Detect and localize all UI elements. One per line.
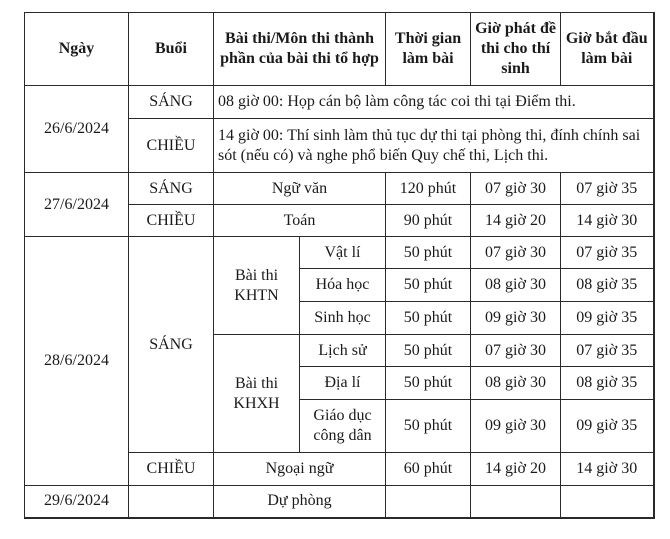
header-gio-phat-de: Giờ phát đề thi cho thí sinh [471,13,561,86]
subject-cell: Toán [214,205,386,237]
subject-cell: Vật lí [300,237,386,269]
subject-cell: Hóa học [300,269,386,302]
distribute-time-cell: 08 giờ 30 [471,367,561,400]
session-cell: SÁNG [129,237,214,453]
start-time-cell: 08 giờ 35 [561,367,654,400]
duration-cell: 50 phút [386,335,471,367]
session-cell: CHIỀU [129,119,214,173]
table-row [25,486,654,518]
distribute-time-cell: 09 giờ 30 [471,400,561,453]
duration-cell: 50 phút [386,302,471,335]
duration-cell: 50 phút [386,367,471,400]
header-ngay: Ngày [25,13,129,86]
subject-cell: Địa lí [300,367,386,400]
session-cell: SÁNG [129,173,214,205]
distribute-time-cell: 09 giờ 30 [471,302,561,335]
subject-cell: Giáo dục công dân [300,400,386,453]
table-row [25,86,654,119]
header-buoi: Buổi [129,13,214,86]
duration-cell: 50 phút [386,237,471,269]
subject-cell: Dự phòng [214,486,386,518]
session-cell: CHIỀU [129,205,214,237]
start-time-cell: 07 giờ 35 [561,173,654,205]
distribute-time-cell: 07 giờ 30 [471,335,561,367]
subject-cell: Ngoại ngữ [214,453,386,486]
duration-cell: 60 phút [386,453,471,486]
duration-cell [386,486,471,518]
session-cell: CHIỀU [129,453,214,486]
header-thoi-gian: Thời gian làm bài [386,13,471,86]
subject-cell: Ngữ văn [214,173,386,205]
date-cell: 26/6/2024 [25,86,129,173]
start-time-cell: 14 giờ 30 [561,453,654,486]
note-cell: 14 giờ 00: Thí sinh làm thủ tục dự thi tại phòng thi, đính chính sai sót (nếu có) và nghe phổ biến Quy chế thi, Lịch thi. [214,119,654,173]
distribute-time-cell [471,486,561,518]
distribute-time-cell: 07 giờ 30 [471,173,561,205]
date-cell: 28/6/2024 [25,237,129,486]
group-cell: Bài thi KHTN [214,237,300,335]
start-time-cell: 14 giờ 30 [561,205,654,237]
group-cell: Bài thi KHXH [214,335,300,453]
subject-cell: Lịch sử [300,335,386,367]
session-cell [129,486,214,518]
distribute-time-cell: 14 giờ 20 [471,205,561,237]
table-row [25,237,654,269]
table-row [25,173,654,205]
start-time-cell: 07 giờ 35 [561,335,654,367]
start-time-cell: 08 giờ 35 [561,269,654,302]
start-time-cell: 09 giờ 35 [561,302,654,335]
header-row [25,13,654,86]
date-cell: 27/6/2024 [25,173,129,237]
exam-schedule-table [24,12,655,519]
header-gio-bat-dau: Giờ bắt đầu làm bài [561,13,654,86]
duration-cell: 50 phút [386,400,471,453]
note-cell: 08 giờ 00: Họp cán bộ làm công tác coi thi tại Điểm thi. [214,86,654,119]
duration-cell: 50 phút [386,269,471,302]
distribute-time-cell: 14 giờ 20 [471,453,561,486]
session-cell: SÁNG [129,86,214,119]
distribute-time-cell: 07 giờ 30 [471,237,561,269]
start-time-cell: 07 giờ 35 [561,237,654,269]
distribute-time-cell: 08 giờ 30 [471,269,561,302]
start-time-cell: 09 giờ 35 [561,400,654,453]
header-bai-thi: Bài thi/Môn thi thành phần của bài thi tổ hợp [214,13,386,86]
subject-cell: Sinh học [300,302,386,335]
duration-cell: 120 phút [386,173,471,205]
date-cell: 29/6/2024 [25,486,129,518]
duration-cell: 90 phút [386,205,471,237]
start-time-cell [561,486,654,518]
